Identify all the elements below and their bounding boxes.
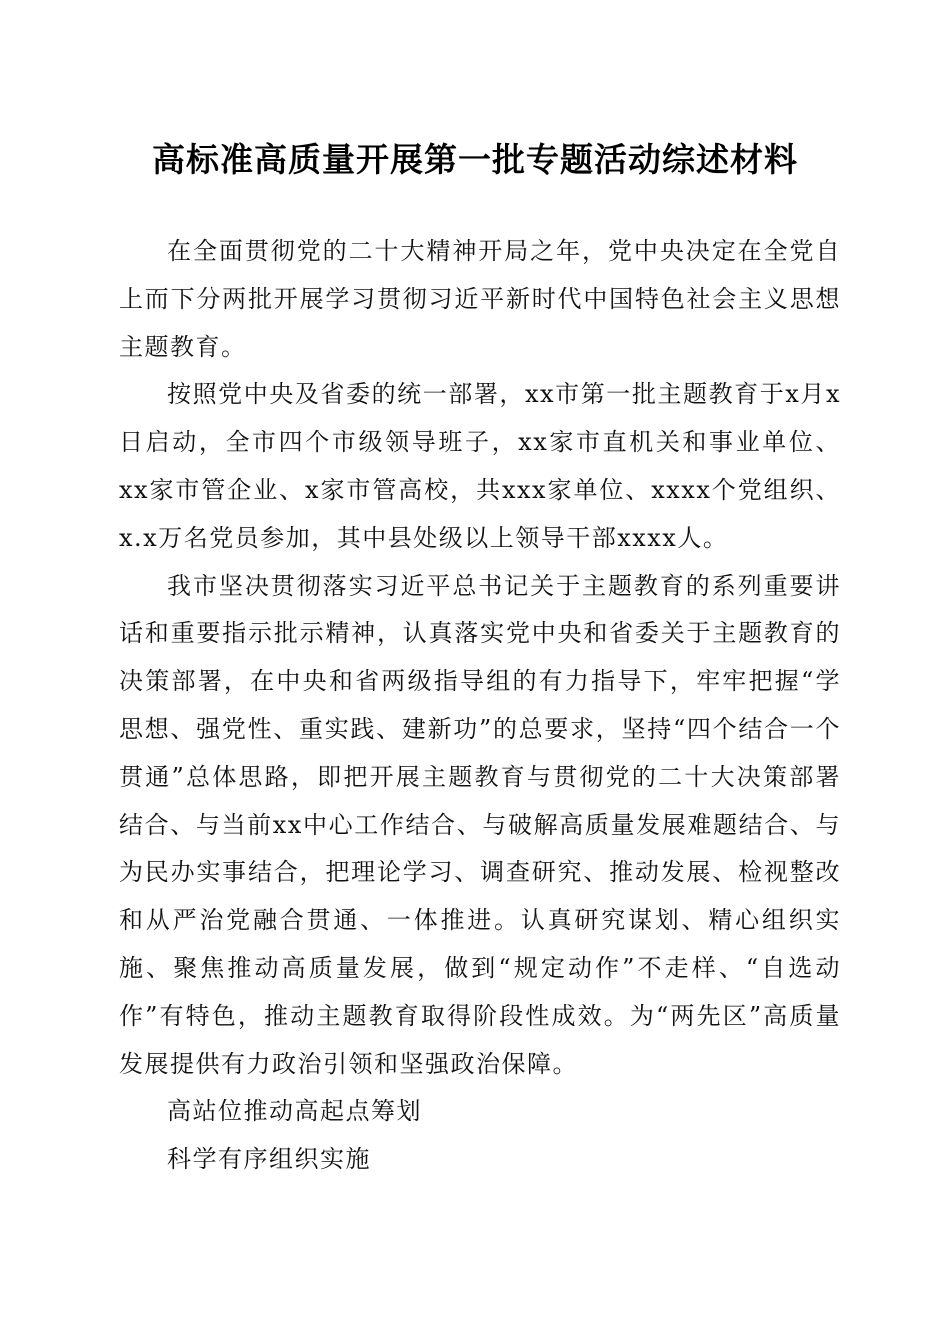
document-body xyxy=(119,228,841,1184)
paragraph-implementation: 我市坚决贯彻落实习近平总书记关于主题教育的系列重要讲话和重要指示批示精神，认真落实党中央和省委关于主题教育的决策部署，在中央和省两级指导组的有力指导下，牢牢把握“学思想、强党性、重实践、建新功”的总要求，坚持“四个结合一个贯通”总体思路，即把开展主题教育与贯彻党的二十大决策部署结合、与当前xx中心工作结合、与破解高质量发展难题结合、与为民办实事结合，把理论学习、调查研究、推动发展、检视整改和从严治党融合贯通、一体推进。认真研究谋划、精心组织实施、聚焦推动高质量发展，做到“规定动作”不走样、“自选动作”有特色，推动主题教育取得阶段性成效。为“两先区”高质量发展提供有力政治引领和坚强政治保障。 xyxy=(119,571,841,1078)
paragraph-intro: 在全面贯彻党的二十大精神开局之年，党中央决定在全党自上而下分两批开展学习贯彻习近平新时代中国特色社会主义思想主题教育。 xyxy=(119,237,841,361)
section-heading-planning: 高站位推动高起点筹划 xyxy=(167,1097,422,1126)
section-heading-organization: 科学有序组织实施 xyxy=(167,1145,371,1174)
paragraph-deployment: 按照党中央及省委的统一部署，xx市第一批主题教育于x月x日启动，全市四个市级领导班子，xx家市直机关和事业单位、xx家市管企业、x家市管高校，共xxx家单位、xxxx个党组织、x.x万名党员参加，其中县处级以上领导干部xxxx人。 xyxy=(119,380,841,552)
document-title: 高标准高质量开展第一批专题活动综述材料 xyxy=(152,140,798,179)
